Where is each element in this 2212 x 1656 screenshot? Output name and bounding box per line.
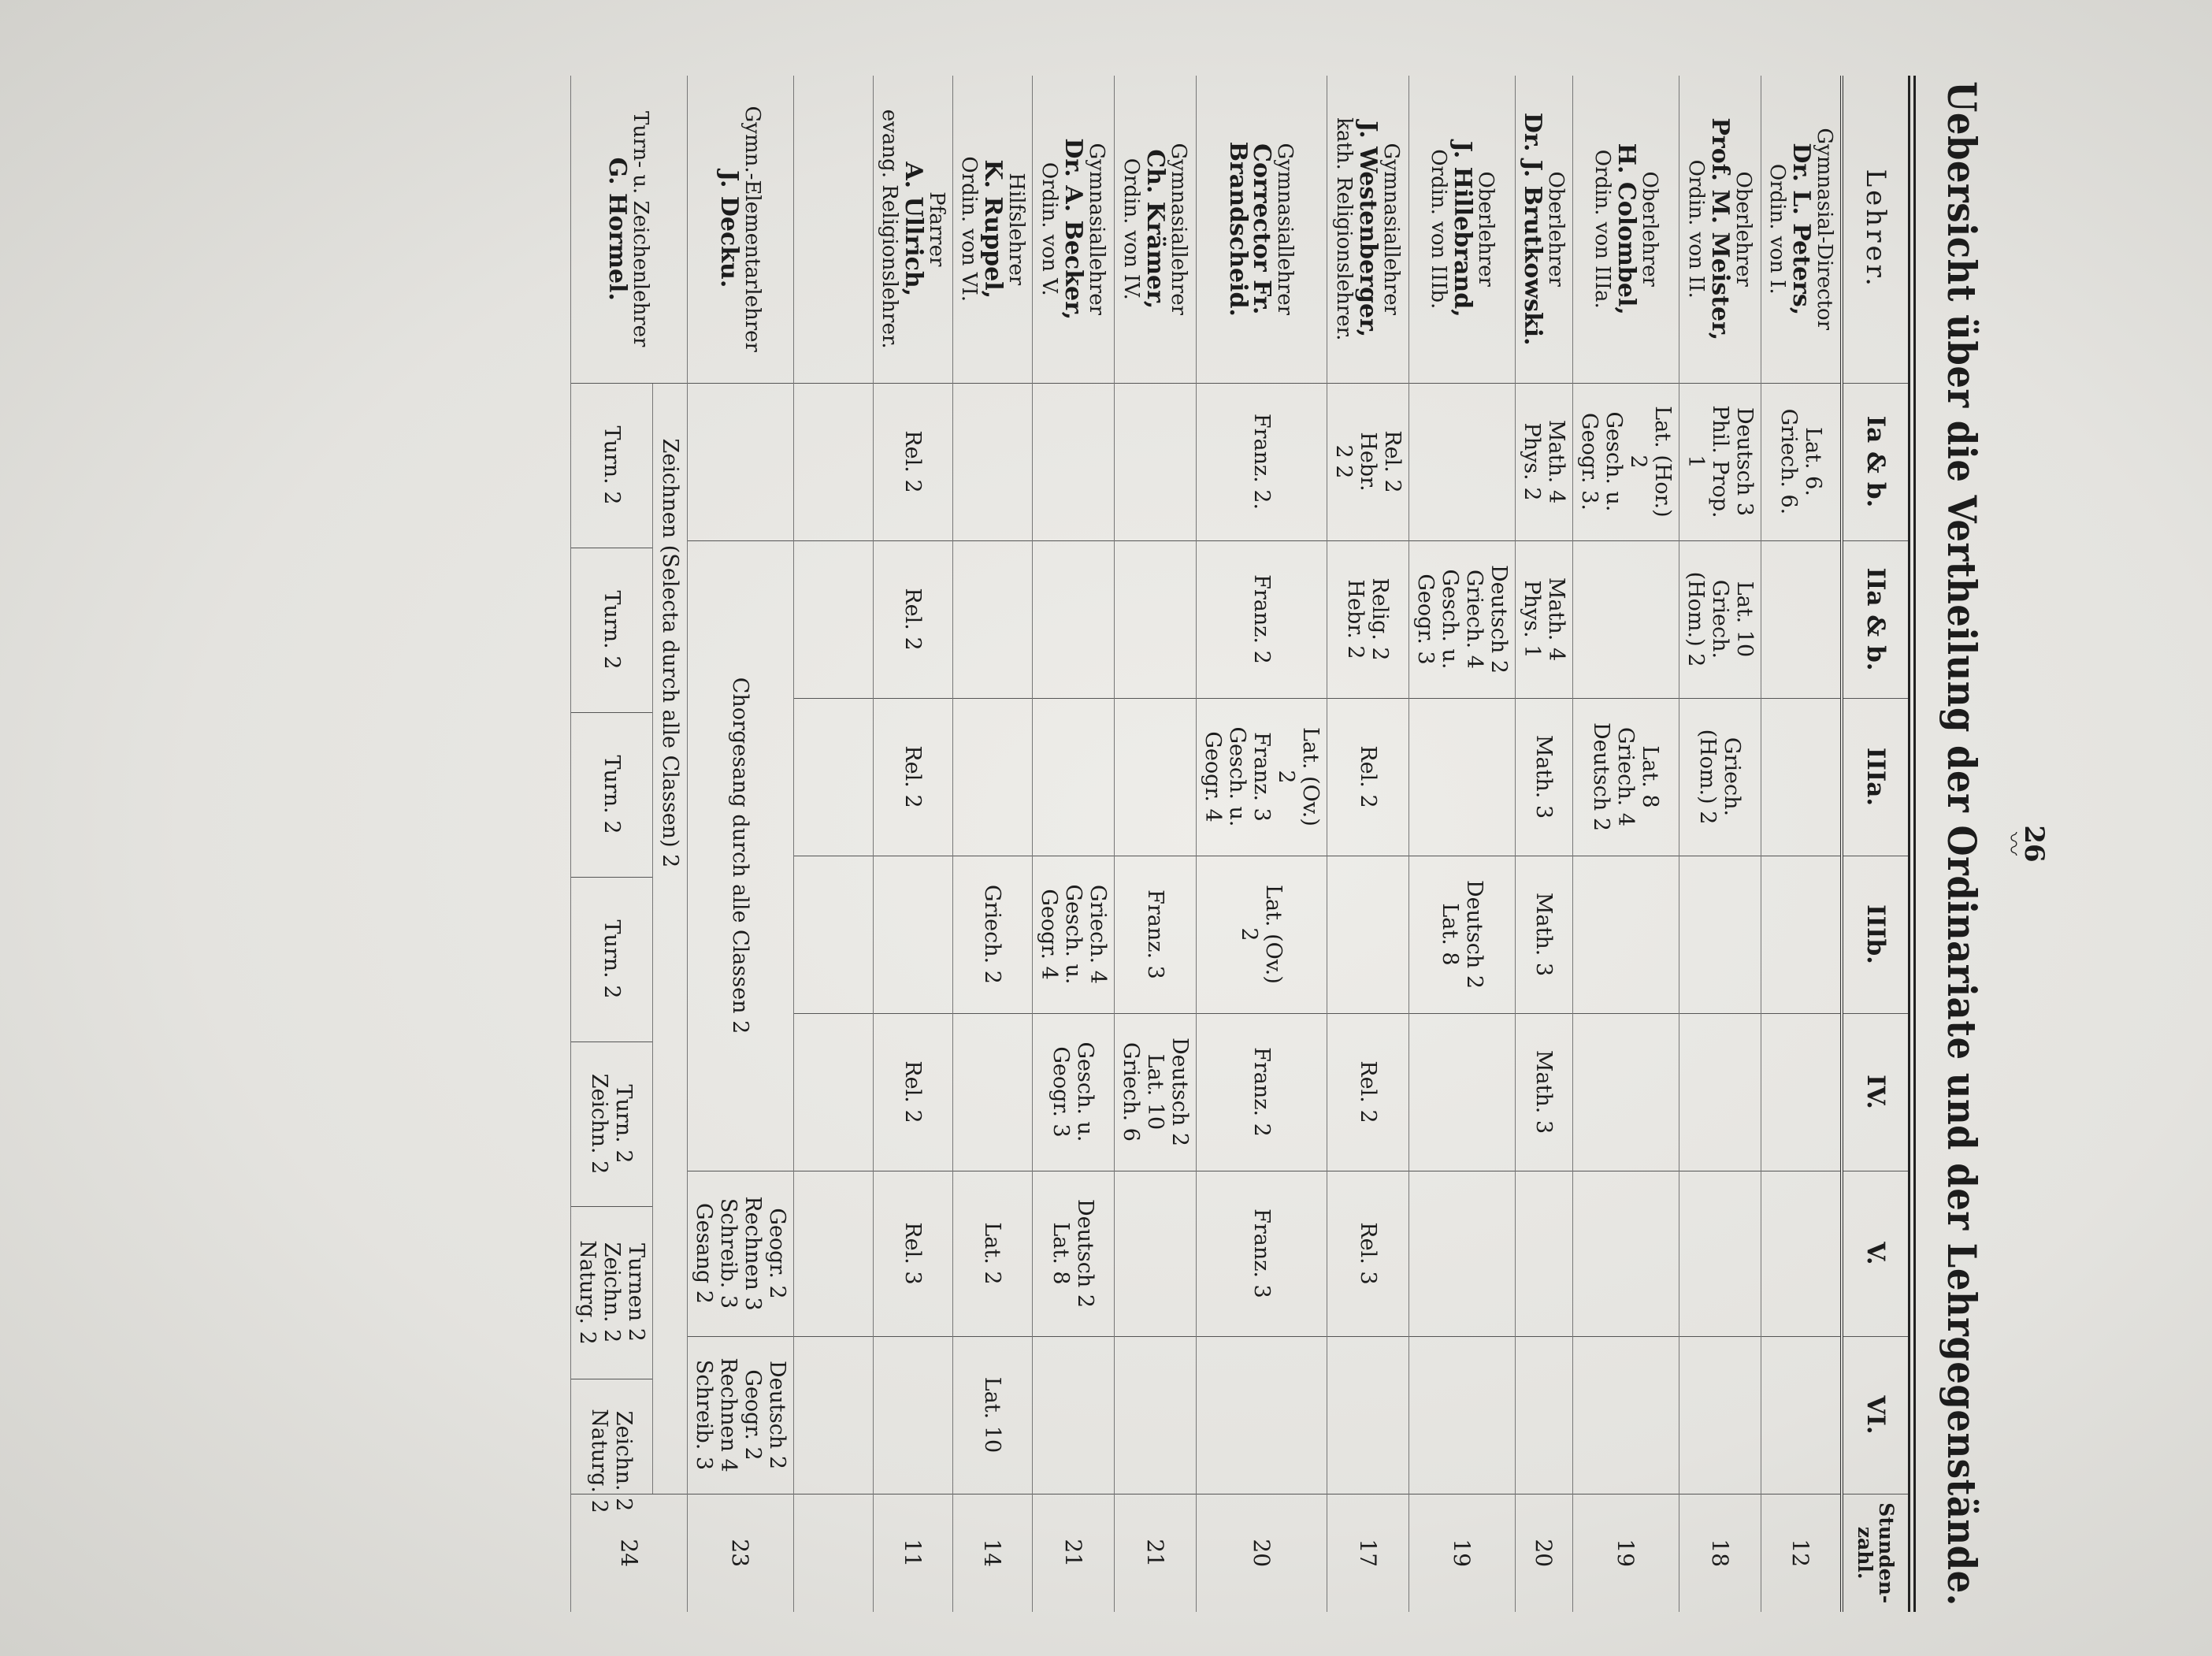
cell-line: Franz. 3 <box>1249 1209 1274 1298</box>
teacher-ordinariat: Ordin. von VI. <box>957 156 981 303</box>
subject-cell-v <box>1327 1171 1409 1336</box>
cell-line: Deutsch 2 <box>765 1361 789 1469</box>
subject-cell-iv <box>1409 1013 1516 1171</box>
cell-line: Math. 4 <box>1544 577 1568 662</box>
col-header-iiib: IIIb. <box>1842 856 1912 1013</box>
cell-line: Franz. 2 <box>1249 1047 1274 1137</box>
cell-line: Gesang 2 <box>692 1203 716 1304</box>
cell-line: Geogr. 2 <box>765 1208 789 1299</box>
cell-line: Lat. 6. <box>1801 427 1825 496</box>
cell-line: Relig. 2 <box>1368 577 1393 661</box>
subject-cell-iv <box>1327 1013 1409 1171</box>
table-row <box>1679 76 1761 1612</box>
subject-cell-ia <box>1033 383 1115 540</box>
col-header-ia: Ia & b. <box>1842 383 1912 540</box>
teacher-name: J. Decku. <box>715 170 743 288</box>
subject-cell-ia <box>1679 383 1761 540</box>
cell-line: Griech. 4 <box>1462 570 1486 669</box>
table-row <box>1409 76 1516 1612</box>
subject-cell-iia <box>953 540 1033 698</box>
cell-line: Geogr. 4 <box>1037 889 1061 980</box>
cell-line: 1 <box>1683 455 1708 469</box>
subject-cell-iiia <box>1033 698 1115 856</box>
teacher-cell <box>953 76 1033 383</box>
cell-line: Geogr. 3. <box>1577 413 1601 511</box>
teacher-cell <box>1761 76 1843 383</box>
cell-line: Schreib. 3 <box>692 1359 716 1471</box>
cell-line: Hebr. <box>1356 432 1380 492</box>
hours-sum-cell: 18 <box>1679 1494 1761 1612</box>
teacher-cell <box>571 76 688 383</box>
subject-cell-vi <box>1327 1336 1409 1494</box>
subject-cell-v <box>874 1171 953 1336</box>
header-row <box>1842 76 1912 1612</box>
cell-line: Geogr. 3 <box>1048 1046 1074 1138</box>
subject-cell-ia <box>1197 383 1327 540</box>
page-number: 26 <box>2018 825 2050 863</box>
cell-line: Turnen 2 <box>624 1243 648 1342</box>
table-row <box>874 76 953 1612</box>
span-subject-cell <box>571 383 688 1513</box>
cell-line: Deutsch 2 <box>1073 1199 1098 1308</box>
subject-cell-iv <box>794 1013 874 1171</box>
cell-line: 2 <box>1237 927 1262 941</box>
subject-cell-iia <box>874 540 953 698</box>
subject-cell-iiib <box>1197 856 1327 1013</box>
hours-sum-cell <box>794 1494 874 1612</box>
subject-cell-vi <box>953 1336 1033 1494</box>
cell-line: Lat. 10 <box>1143 1053 1167 1131</box>
subject-cell-iiib <box>1115 856 1197 1013</box>
empty-cell-ia <box>688 383 794 540</box>
cell-line: Deutsch 2 <box>1486 565 1511 674</box>
teacher-cell <box>1115 76 1197 383</box>
cell-line: Lat. (Ov.) <box>1261 885 1286 984</box>
subject-cell-v <box>1679 1171 1761 1336</box>
subject-cell-iiib <box>794 856 874 1013</box>
cell-line: Math. 3 <box>1531 734 1557 819</box>
table-row <box>1033 76 1115 1612</box>
cell-line: Lat. 10 <box>980 1376 1005 1454</box>
cell-line: Lat. (Hor.) <box>1650 406 1675 518</box>
hours-sum-cell: 21 <box>1033 1494 1115 1612</box>
cell-line: Deutsch 2 <box>1167 1038 1192 1146</box>
subject-cell-v <box>953 1171 1033 1336</box>
subject-cell-iia <box>571 548 652 712</box>
subject-cell-vi <box>1033 1336 1115 1494</box>
subject-cell-iia <box>1409 540 1516 698</box>
subject-cell-ia <box>1516 383 1573 540</box>
subject-cell-v <box>688 1171 794 1336</box>
col-header-iv: IV. <box>1842 1013 1912 1171</box>
subject-cell-iiib <box>1573 856 1679 1013</box>
cell-line: Turn. 2 <box>611 1084 637 1164</box>
hours-sum-cell: 19 <box>1573 1494 1679 1612</box>
teacher-ordinariat: evang. Religionslehrer. <box>878 109 901 349</box>
cell-line: Rel. 2 <box>1356 1060 1380 1123</box>
hours-sum-cell: 11 <box>874 1494 953 1612</box>
cell-line: Rel. 3 <box>900 1222 926 1285</box>
subject-cell-iiia <box>1573 698 1679 856</box>
teacher-role: Oberlehrer <box>1638 171 1661 287</box>
cell-line: Rel. 3 <box>1356 1222 1380 1285</box>
cell-line: Lat. 8 <box>1048 1222 1074 1285</box>
cell-line: Franz. 3 <box>1143 889 1167 979</box>
subject-cell-vi <box>1573 1336 1679 1494</box>
subject-cell-vi <box>874 1336 953 1494</box>
subject-cell-iiia <box>874 698 953 856</box>
teacher-cell <box>874 76 953 383</box>
cell-line: Griech. 6 <box>1119 1042 1143 1142</box>
table-row <box>1573 76 1679 1612</box>
subject-cell-iiia <box>1516 698 1573 856</box>
cell-line: Zeichn. 2 <box>587 1073 612 1175</box>
subject-cell-iiib <box>1033 856 1115 1013</box>
teacher-name: K. Ruppel, <box>979 159 1007 299</box>
cell-line: 2 <box>1626 455 1650 469</box>
subject-cell-iia <box>1679 540 1761 698</box>
subject-cell-iiib <box>1409 856 1516 1013</box>
subject-cell-iv <box>1573 1013 1679 1171</box>
table-row <box>1327 76 1409 1612</box>
teacher-ordinariat: Ordin. von V. <box>1037 162 1062 296</box>
subject-cell-vi <box>1679 1336 1761 1494</box>
cell-line: Rel. 2 <box>900 430 926 493</box>
cell-line: Rel. 2 <box>1356 745 1380 808</box>
teacher-cell <box>1679 76 1761 383</box>
cell-line: Franz. 2 <box>1249 574 1274 664</box>
teacher-name: Dr. L. Peters, <box>1787 143 1815 316</box>
cell-line: Zeichn. 2 <box>611 1410 637 1512</box>
cell-line: Phil. Prop. <box>1708 405 1732 518</box>
teacher-name: H. Colombel, <box>1613 143 1640 315</box>
subject-cell-iia <box>1516 540 1573 698</box>
subject-cell-iia <box>1197 540 1327 698</box>
table-row <box>953 76 1033 1612</box>
cell-line: Rel. 2 <box>900 588 926 651</box>
cell-line: Geogr. 3 <box>1413 574 1438 665</box>
cell-line: Lat. 8 <box>1638 745 1663 808</box>
subject-cell-iia <box>1327 540 1409 698</box>
cell-line: Rechnen 3 <box>740 1196 765 1311</box>
teacher-cell <box>794 76 874 383</box>
cell-line: Math. 4 <box>1544 419 1568 504</box>
cell-line: Naturg. 2 <box>575 1240 599 1345</box>
span-subject-line: Zeichnen (Selecta durch alle Classen) 2 <box>652 384 687 1494</box>
subject-cell-v <box>794 1171 874 1336</box>
subject-cell-iiib <box>874 856 953 1013</box>
subject-cell-v <box>1197 1171 1327 1336</box>
table-body <box>571 76 1843 1612</box>
table-row <box>571 76 688 1612</box>
cell-line: Rel. 2 <box>900 1060 926 1123</box>
cell-line: Gesch. u. <box>1061 884 1086 985</box>
subject-cell-ia <box>953 383 1033 540</box>
decorative-squiggle: 〰 <box>1999 832 2026 856</box>
teacher-cell <box>1516 76 1573 383</box>
cell-line: Rel. 2 <box>1380 430 1405 493</box>
cell-line: Gesch. u. <box>1601 411 1626 512</box>
subject-cell-iiia <box>1197 698 1327 856</box>
hours-sum-cell: 12 <box>1761 1494 1843 1612</box>
teacher-cell <box>1573 76 1679 383</box>
page-title: Uebersicht über die Vertheilung der Ordinariate und der Lehrgegenstände. <box>1939 81 1985 1606</box>
cell-line: Griech. <box>1720 737 1745 817</box>
hours-sum-cell: 20 <box>1197 1494 1327 1612</box>
cell-line: Rechnen 4 <box>716 1357 740 1472</box>
cell-line: Turn. 2 <box>599 425 624 505</box>
teacher-name: J. Westenberger, <box>1354 121 1382 338</box>
col-header-iiia: IIIa. <box>1842 698 1912 856</box>
subject-cell-iiia <box>953 698 1033 856</box>
cell-line: Deutsch 3 <box>1732 407 1757 516</box>
teacher-ordinariat: Ordin. von II. <box>1684 159 1709 299</box>
teacher-role: Gymnasiallehrer <box>1085 143 1109 316</box>
cell-line: Turn. 2 <box>599 919 624 999</box>
subject-cell-vi <box>1516 1336 1573 1494</box>
subject-cell-iia <box>1033 540 1115 698</box>
subject-cell-iiia <box>794 698 874 856</box>
teacher-ordinariat: Ordin. von I. <box>1765 163 1789 295</box>
cell-line: Deutsch 2 <box>1589 722 1614 831</box>
col-header-v: V. <box>1842 1171 1912 1336</box>
cell-line: Lat. 10 <box>1732 581 1757 658</box>
table-row <box>1516 76 1573 1612</box>
subject-cell-iiib <box>1679 856 1761 1013</box>
teacher-name: J. Hillebrand, <box>1449 140 1476 317</box>
teacher-cell <box>1033 76 1115 383</box>
teacher-ordinariat: kath. Religionslehrer. <box>1332 117 1357 341</box>
subject-cell-ia <box>1761 383 1843 540</box>
table-row <box>1761 76 1843 1612</box>
cell-line: Griech. 6. <box>1776 408 1801 515</box>
col-header-iia: IIa & b. <box>1842 540 1912 698</box>
cell-line: Griech. 2 <box>980 885 1005 984</box>
subject-cell-iiia <box>1679 698 1761 856</box>
subject-cell-iiia <box>1761 698 1843 856</box>
cell-line: Gesch. u. <box>1073 1041 1098 1142</box>
subject-cell-iiia <box>571 712 652 877</box>
teacher-name: Ch. Krämer, <box>1141 149 1170 310</box>
subject-cell-v <box>571 1206 652 1379</box>
cell-line: Turn. 2 <box>599 590 624 670</box>
cell-line: Deutsch 2 <box>1462 880 1486 989</box>
subject-cell-iiib <box>1327 856 1409 1013</box>
subject-cell-iiib <box>953 856 1033 1013</box>
cell-line: (Hom.) 2 <box>1695 729 1720 825</box>
cell-line: Schreib. 3 <box>716 1197 740 1309</box>
hours-sum-cell: 19 <box>1409 1494 1516 1612</box>
teacher-role: Oberlehrer <box>1731 171 1756 287</box>
subject-cell-vi <box>688 1336 794 1494</box>
subject-cell-iv <box>1516 1013 1573 1171</box>
distribution-table <box>570 76 1916 1612</box>
cell-line: Lat. 8 <box>1438 903 1462 966</box>
cell-line: Math. 3 <box>1531 1049 1557 1134</box>
cell-line: Gesch. u. <box>1225 726 1249 827</box>
teacher-name: Dr. A. Becker, <box>1060 138 1088 321</box>
cell-line: Geogr. 4 <box>1201 731 1225 822</box>
teacher-role: Gymnasiallehrer <box>1167 143 1191 316</box>
table-row <box>794 76 874 1612</box>
subject-cell-iiia <box>1409 698 1516 856</box>
hours-sum-cell: 20 <box>1516 1494 1573 1612</box>
teacher-ordinariat: Ordin. von IIIa. <box>1590 149 1614 309</box>
subject-cell-iiib <box>1516 856 1573 1013</box>
hours-sum-cell: 24 <box>571 1494 688 1612</box>
cell-line: Turn. 2 <box>599 755 624 834</box>
teacher-role: Turn- u. Zeichenlehrer <box>629 111 653 347</box>
teacher-name: A. Ullrich, <box>900 162 927 297</box>
subject-cell-iv <box>953 1013 1033 1171</box>
hours-sum-cell: 23 <box>688 1494 794 1612</box>
table-row <box>1197 76 1327 1612</box>
cell-line: Lat. (Ov.) <box>1298 727 1323 826</box>
teacher-cell <box>1409 76 1516 383</box>
cell-line: Naturg. 2 <box>587 1409 612 1513</box>
subject-cell-iv <box>1115 1013 1197 1171</box>
table-row <box>688 76 794 1612</box>
subject-cell-iiib <box>1761 856 1843 1013</box>
cell-line: Rel. 2 <box>900 745 926 808</box>
cell-line: Zeichn. 2 <box>599 1242 624 1343</box>
subject-cell-vi <box>794 1336 874 1494</box>
cell-line: 2 <box>1274 770 1298 784</box>
hours-sum-cell: 14 <box>953 1494 1033 1612</box>
rotated-content <box>87 76 2050 1612</box>
subject-cell-v <box>1033 1171 1115 1336</box>
cell-line: Hebr. 2 <box>1343 579 1368 659</box>
teacher-name: Prof. M. Meister, <box>1706 117 1735 341</box>
subject-cell-iv <box>874 1013 953 1171</box>
teacher-role: Gymnasial-Director <box>1813 128 1836 331</box>
subject-cell-iia <box>1115 540 1197 698</box>
subject-cell-v <box>1409 1171 1516 1336</box>
teacher-ordinariat: Ordin. von IV. <box>1119 158 1144 300</box>
subject-cell-iv <box>1033 1013 1115 1171</box>
teacher-role: Gymnasiallehrer <box>1379 143 1404 316</box>
cell-line: Franz. 2. <box>1249 413 1274 511</box>
subject-cell-iiib <box>571 877 652 1041</box>
teacher-cell <box>688 76 794 383</box>
cell-line: Lat. 2 <box>980 1222 1005 1285</box>
cell-line: (Hom.) 2 <box>1683 571 1708 667</box>
hormel-sub-row <box>571 384 652 1543</box>
cell-line: Franz. 3 <box>1249 732 1274 822</box>
subject-cell-iv <box>1761 1013 1843 1171</box>
subject-cell-vi <box>1115 1336 1197 1494</box>
subject-cell-iia <box>1761 540 1843 698</box>
subject-cell-v <box>1115 1171 1197 1336</box>
hours-sum-cell: 21 <box>1115 1494 1197 1612</box>
subject-cell-vi <box>1197 1336 1327 1494</box>
cell-line: Phys. 2 <box>1520 422 1544 501</box>
subject-cell-iv <box>1197 1013 1327 1171</box>
hormel-sub-table <box>571 384 652 1543</box>
table-row <box>1115 76 1197 1612</box>
subject-cell-iv <box>571 1041 652 1206</box>
cell-line: Griech. <box>1708 579 1732 659</box>
hours-sum-cell: 17 <box>1327 1494 1409 1612</box>
teacher-name: Dr. J. Brutkowski. <box>1519 112 1546 346</box>
subject-cell-v <box>1761 1171 1843 1336</box>
cell-line: 2 2 <box>1331 444 1356 479</box>
subject-cell-ia <box>1573 383 1679 540</box>
subject-cell-iia <box>1573 540 1679 698</box>
teacher-role: Hilfslehrer <box>1004 173 1028 286</box>
subject-cell-iiia <box>1115 698 1197 856</box>
teacher-name: Corrector Fr. Brandscheid. <box>1224 141 1276 317</box>
subject-cell-iiia <box>1327 698 1409 856</box>
subject-cell-ia <box>874 383 953 540</box>
subject-cell-iv <box>1679 1013 1761 1171</box>
teacher-cell <box>1197 76 1327 383</box>
col-header-lehrer: Lehrer. <box>1842 76 1912 383</box>
cell-line: Gesch. u. <box>1438 569 1462 670</box>
subject-cell-v <box>1573 1171 1679 1336</box>
cell-line: Griech. 4 <box>1613 727 1639 826</box>
subject-cell-vi <box>1409 1336 1516 1494</box>
teacher-role: Oberlehrer <box>1544 171 1568 287</box>
subject-cell-iia <box>794 540 874 698</box>
teacher-role: Gymn.-Elementarlehrer <box>740 106 764 352</box>
subject-cell-v <box>1516 1171 1573 1336</box>
span-subject-cell: Chorgesang durch alle Classen 2 <box>688 540 794 1171</box>
col-header-vi: VI. <box>1842 1336 1912 1494</box>
cell-line: Math. 3 <box>1531 892 1557 977</box>
teacher-role: Pfarrer <box>925 191 948 267</box>
subject-cell-ia <box>571 384 652 548</box>
cell-line: Phys. 1 <box>1520 580 1544 659</box>
cell-line: Geogr. 2 <box>740 1369 765 1461</box>
subject-cell-ia <box>1327 383 1409 540</box>
cell-line: Griech. 4 <box>1086 885 1110 984</box>
teacher-role: Gymnasiallehrer <box>1273 143 1297 316</box>
subject-cell-ia <box>1115 383 1197 540</box>
teacher-ordinariat: Ordin. von IIIb. <box>1427 149 1450 310</box>
subject-cell-ia <box>794 383 874 540</box>
subject-cell-ia <box>1409 383 1516 540</box>
teacher-cell <box>1327 76 1409 383</box>
col-header-stundenzahl: Stunden-zahl. <box>1842 1494 1912 1612</box>
subject-cell-vi <box>1761 1336 1843 1494</box>
teacher-name: G. Hormel. <box>603 157 632 301</box>
teacher-role: Oberlehrer <box>1474 171 1498 287</box>
